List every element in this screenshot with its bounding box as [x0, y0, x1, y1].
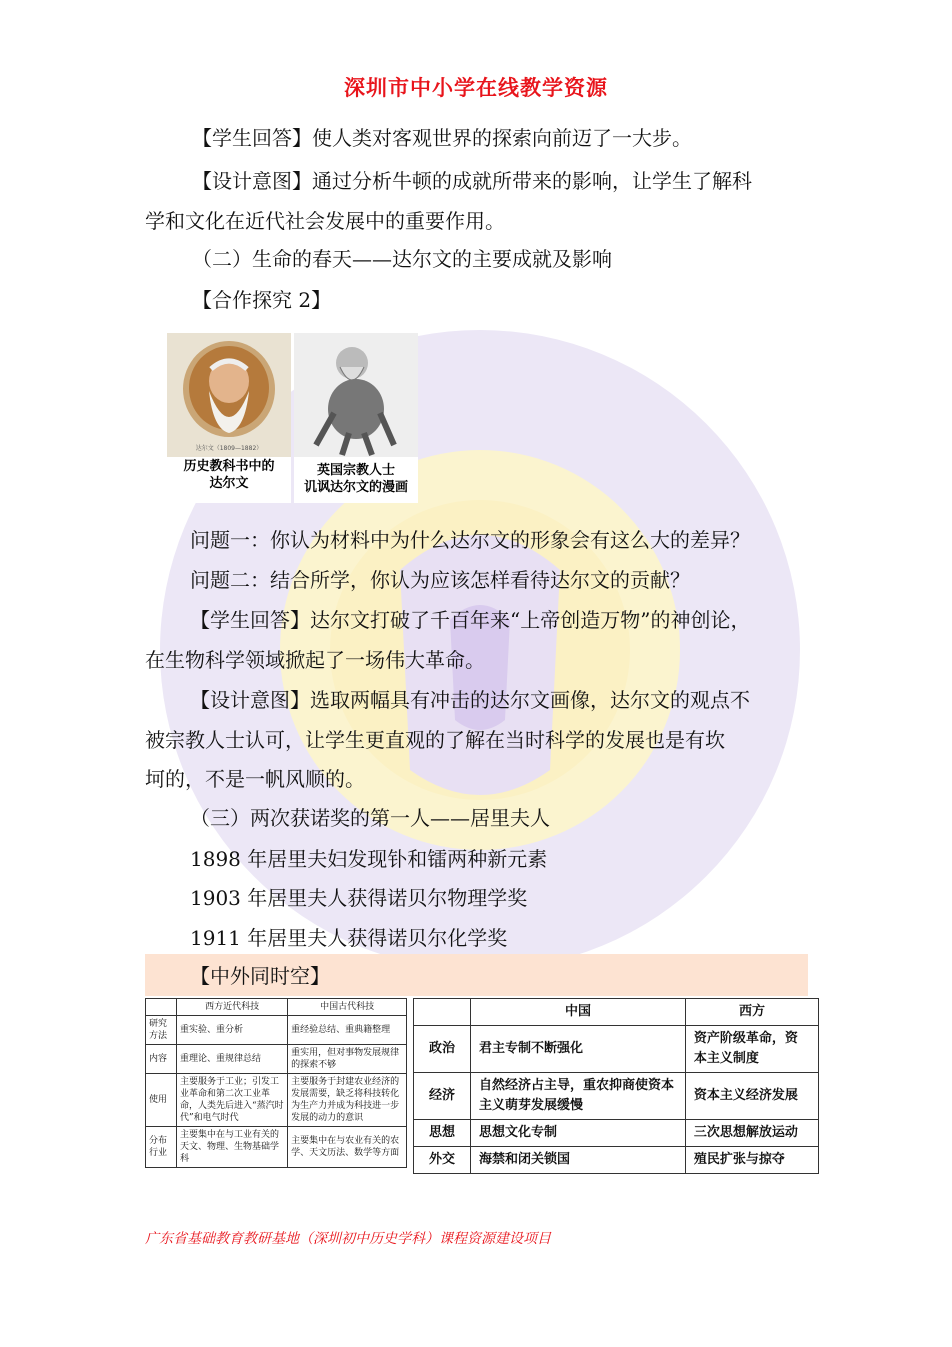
- cell-west: 三次思想解放运动: [685, 1120, 818, 1147]
- science-comparison-table: [145, 998, 407, 1168]
- table-row: [146, 1045, 407, 1074]
- darwin-textbook-image: [167, 333, 291, 503]
- cell-china: 重经验总结、重典籍整理: [288, 1016, 407, 1045]
- table-header-cell: 西方近代科技: [177, 999, 288, 1016]
- cell-west: 殖民扩张与掠夺: [685, 1147, 818, 1174]
- cooperative-inquiry-2: 【合作探究 2】: [192, 288, 332, 312]
- row-label: 思想: [414, 1120, 471, 1147]
- row-label: 经济: [414, 1073, 471, 1120]
- student-answer-2-line1: 【学生回答】达尔文打破了千百年来“上帝创造万物”的神创论，: [190, 608, 751, 632]
- question-2: 问题二：结合所学，你认为应该怎样看待达尔文的贡献？: [190, 568, 690, 592]
- row-label: 使用: [146, 1074, 177, 1127]
- design-intent-2-line3: 坷的，不是一帆风顺的。: [145, 767, 365, 791]
- design-intent-2-line1: 【设计意图】选取两幅具有冲击的达尔文画像，达尔文的观点不: [190, 688, 750, 712]
- table-row: [414, 1120, 819, 1147]
- darwin-portrait: [167, 333, 291, 457]
- student-answer-2-line2: 在生物科学领域掀起了一场伟大革命。: [145, 648, 485, 672]
- table-row: [414, 1026, 819, 1073]
- section-3-heading: （三）两次获诺奖的第一人——居里夫人: [190, 806, 550, 830]
- caption-textbook-darwin-1: 历史教科书中的: [183, 459, 275, 474]
- question-1: 问题一：你认为材料中为什么达尔文的形象会有这么大的差异？: [190, 528, 750, 552]
- table-row: [414, 1073, 819, 1120]
- table-header-cell: [146, 999, 177, 1016]
- page-header-title: 深圳市中小学在线教学资源: [344, 75, 608, 100]
- cell-china: 主要服务于封建农业经济的发展需要，缺乏将科技转化为生产力并成为科技进一步发展的动力的意识: [288, 1074, 407, 1127]
- caption-caricature-1: 英国宗教人士: [316, 463, 395, 478]
- darwin-caricature-image: [294, 333, 418, 503]
- table-header-row: [414, 999, 819, 1026]
- china-west-comparison-table: [413, 998, 819, 1174]
- table-row: [146, 1074, 407, 1127]
- same-time-heading: 【中外同时空】: [190, 964, 330, 988]
- darwin-caricature: [294, 333, 418, 457]
- caption-caricature-2: 讥讽达尔文的漫画: [303, 480, 408, 495]
- cell-china: 君主专制不断强化: [471, 1026, 686, 1073]
- cell-west: 主要集中在与工业有关的天文、物理、生物基础学科: [177, 1127, 288, 1168]
- table-header-row: [146, 999, 407, 1016]
- row-label: 内容: [146, 1045, 177, 1074]
- curie-1911: 1911 年居里夫人获得诺贝尔化学奖: [190, 926, 508, 950]
- table-row: [146, 1016, 407, 1045]
- table-row: [146, 1127, 407, 1168]
- page-footer: 广东省基础教育教研基地（深圳初中历史学科）课程资源建设项目: [145, 1231, 551, 1247]
- cell-china: 重实用，但对事物发展规律的探索不够: [288, 1045, 407, 1074]
- cell-china: 海禁和闭关锁国: [471, 1147, 686, 1174]
- cell-west: 资本主义经济发展: [685, 1073, 818, 1120]
- cell-china: 主要集中在与农业有关的农学、天文历法、数学等方面: [288, 1127, 407, 1168]
- table-header-cell: 中国古代科技: [288, 999, 407, 1016]
- cell-west: 主要服务于工业；引发工业革命和第二次工业革命，人类先后进入“蒸汽时代”和电气时代: [177, 1074, 288, 1127]
- cell-china: 自然经济占主导，重农抑商使资本主义萌芽发展缓慢: [471, 1073, 686, 1120]
- design-intent-1-line1: 【设计意图】通过分析牛顿的成就所带来的影响，让学生了解科: [192, 169, 752, 193]
- caption-textbook-darwin-2: 达尔文: [209, 476, 249, 491]
- row-label: 分布行业: [146, 1127, 177, 1168]
- curie-1903: 1903 年居里夫人获得诺贝尔物理学奖: [190, 886, 528, 910]
- student-answer-1: 【学生回答】使人类对客观世界的探索向前迈了一大步。: [192, 126, 692, 150]
- row-label: 政治: [414, 1026, 471, 1073]
- table-header-cell: 西方: [685, 999, 818, 1026]
- cell-west: 资产阶级革命，资本主义制度: [685, 1026, 818, 1073]
- table-row: [414, 1147, 819, 1174]
- cell-west: 重理论、重规律总结: [177, 1045, 288, 1074]
- cell-west: 重实验、重分析: [177, 1016, 288, 1045]
- section-2-heading: （二）生命的春天——达尔文的主要成就及影响: [192, 247, 612, 271]
- design-intent-2-line2: 被宗教人士认可，让学生更直观的了解在当时科学的发展也是有坎: [145, 728, 725, 752]
- table-header-cell: 中国: [471, 999, 686, 1026]
- design-intent-1-line2: 学和文化在近代社会发展中的重要作用。: [145, 209, 505, 233]
- cell-china: 思想文化专制: [471, 1120, 686, 1147]
- table-header-cell: [414, 999, 471, 1026]
- curie-1898: 1898 年居里夫妇发现钋和镭两种新元素: [190, 847, 548, 871]
- row-label: 研究方法: [146, 1016, 177, 1045]
- row-label: 外交: [414, 1147, 471, 1174]
- darwin-dates: 达尔文（1809—1882）: [195, 445, 263, 452]
